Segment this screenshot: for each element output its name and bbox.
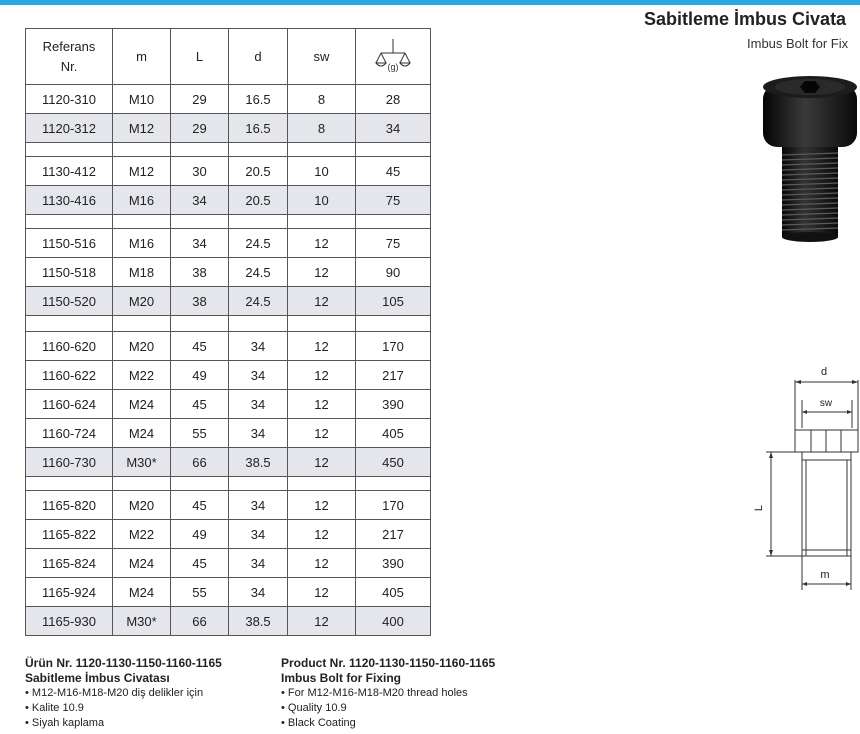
scale-icon: [373, 35, 413, 73]
notes-en-bullet: • Quality 10.9: [281, 702, 347, 714]
page-title: Sabitleme İmbus Civata: [644, 9, 847, 29]
cell-sw: 12: [288, 258, 356, 287]
cell-l: 66: [171, 607, 229, 636]
cell-m: M30*: [113, 448, 171, 477]
cell-ref: 1160-622: [26, 361, 113, 390]
cell-weight: 90: [356, 258, 431, 287]
cell-weight: 170: [356, 491, 431, 520]
cell-ref: 1130-412: [26, 157, 113, 186]
cell-l: 45: [171, 332, 229, 361]
cell-l: 66: [171, 448, 229, 477]
header-weight: [356, 29, 431, 85]
cell-d: 24.5: [229, 287, 288, 316]
cell-m: M20: [113, 332, 171, 361]
cell-weight: 217: [356, 520, 431, 549]
cell-d: 24.5: [229, 229, 288, 258]
table-row: [26, 287, 431, 316]
cell-m: M12: [113, 157, 171, 186]
cell-l: 34: [171, 229, 229, 258]
top-accent-bar: [0, 0, 860, 5]
cell-ref: 1165-924: [26, 578, 113, 607]
table-spacer-row: [26, 316, 431, 332]
cell-ref: 1165-822: [26, 520, 113, 549]
cell-weight: 405: [356, 419, 431, 448]
spec-table: [25, 28, 431, 636]
cell-m: M10: [113, 85, 171, 114]
notes-tr-product-no: Ürün Nr. 1120-1130-1150-1160-1165: [25, 656, 222, 670]
cell-weight: 400: [356, 607, 431, 636]
table-row: [26, 390, 431, 419]
page-subtitle: Imbus Bolt for Fix: [747, 36, 849, 51]
cell-sw: 8: [288, 85, 356, 114]
drawing-label-d: d: [820, 366, 828, 378]
table-row: [26, 607, 431, 636]
cell-weight: 217: [356, 361, 431, 390]
header-l: L: [171, 29, 229, 85]
cell-weight: 75: [356, 186, 431, 215]
cell-d: 34: [229, 549, 288, 578]
cell-ref: 1165-824: [26, 549, 113, 578]
table-row: [26, 85, 431, 114]
cell-d: 34: [229, 491, 288, 520]
cell-l: 38: [171, 287, 229, 316]
cell-d: 34: [229, 361, 288, 390]
cell-ref: 1160-730: [26, 448, 113, 477]
cell-sw: 8: [288, 114, 356, 143]
cell-ref: 1165-930: [26, 607, 113, 636]
table-row: [26, 520, 431, 549]
bolt-photo: [760, 75, 860, 245]
cell-sw: 12: [288, 607, 356, 636]
cell-weight: 405: [356, 578, 431, 607]
cell-weight: 450: [356, 448, 431, 477]
table-row: [26, 186, 431, 215]
cell-m: M18: [113, 258, 171, 287]
table-spacer-row: [26, 143, 431, 157]
cell-m: M16: [113, 186, 171, 215]
cell-m: M24: [113, 578, 171, 607]
cell-d: 34: [229, 390, 288, 419]
cell-sw: 12: [288, 520, 356, 549]
notes-en-name: Imbus Bolt for Fixing: [281, 671, 401, 685]
cell-d: 38.5: [229, 607, 288, 636]
cell-m: M30*: [113, 607, 171, 636]
cell-weight: 170: [356, 332, 431, 361]
cell-d: 34: [229, 332, 288, 361]
notes-tr-bullet: • M12-M16-M18-M20 diş delikler için: [25, 687, 204, 699]
header-sw: sw: [288, 29, 356, 85]
table-row: [26, 448, 431, 477]
cell-sw: 12: [288, 491, 356, 520]
cell-ref: 1150-516: [26, 229, 113, 258]
cell-m: M24: [113, 390, 171, 419]
table-row: [26, 157, 431, 186]
table-row: [26, 229, 431, 258]
cell-weight: 105: [356, 287, 431, 316]
cell-sw: 12: [288, 419, 356, 448]
notes-tr-name: Sabitleme İmbus Civatası: [25, 671, 170, 685]
cell-sw: 12: [288, 578, 356, 607]
cell-sw: 12: [288, 229, 356, 258]
cell-d: 24.5: [229, 258, 288, 287]
cell-m: M20: [113, 287, 171, 316]
cell-sw: 12: [288, 549, 356, 578]
table-row: [26, 491, 431, 520]
cell-l: 55: [171, 419, 229, 448]
notes-en-bullet: • Black Coating: [281, 717, 356, 729]
header-reference-line2: Nr.: [60, 58, 78, 74]
cell-l: 34: [171, 186, 229, 215]
notes-tr-bullet: • Siyah kaplama: [25, 717, 105, 729]
table-row: [26, 361, 431, 390]
cell-weight: 34: [356, 114, 431, 143]
cell-sw: 10: [288, 157, 356, 186]
cell-ref: 1160-724: [26, 419, 113, 448]
cell-ref: 1150-520: [26, 287, 113, 316]
table-row: [26, 258, 431, 287]
cell-weight: 75: [356, 229, 431, 258]
cell-m: M22: [113, 520, 171, 549]
cell-d: 16.5: [229, 114, 288, 143]
cell-weight: 45: [356, 157, 431, 186]
cell-l: 38: [171, 258, 229, 287]
drawing-label-sw: sw: [819, 398, 833, 409]
cell-weight: 390: [356, 390, 431, 419]
header-d: d: [229, 29, 288, 85]
header-m: m: [113, 29, 171, 85]
cell-d: 20.5: [229, 157, 288, 186]
cell-l: 45: [171, 549, 229, 578]
header-reference-line1: Referans: [42, 38, 96, 54]
cell-weight: 28: [356, 85, 431, 114]
cell-sw: 12: [288, 448, 356, 477]
cell-ref: 1150-518: [26, 258, 113, 287]
cell-m: M20: [113, 491, 171, 520]
cell-l: 49: [171, 520, 229, 549]
cell-l: 29: [171, 85, 229, 114]
cell-m: M12: [113, 114, 171, 143]
cell-ref: 1120-312: [26, 114, 113, 143]
cell-l: 55: [171, 578, 229, 607]
table-row: [26, 549, 431, 578]
cell-l: 45: [171, 390, 229, 419]
drawing-label-l: L: [753, 504, 765, 512]
table-row: [26, 114, 431, 143]
table-spacer-row: [26, 477, 431, 491]
cell-d: 16.5: [229, 85, 288, 114]
cell-d: 38.5: [229, 448, 288, 477]
notes-turkish: [25, 656, 222, 731]
cell-d: 34: [229, 578, 288, 607]
cell-weight: 390: [356, 549, 431, 578]
notes-en-bullet: • For M12-M16-M18-M20 thread holes: [281, 687, 468, 699]
header-reference: [26, 29, 113, 85]
cell-sw: 12: [288, 361, 356, 390]
table-row: [26, 332, 431, 361]
bolt-technical-drawing: [752, 360, 860, 592]
cell-m: M16: [113, 229, 171, 258]
table-spacer-row: [26, 215, 431, 229]
cell-sw: 12: [288, 287, 356, 316]
cell-m: M24: [113, 549, 171, 578]
cell-ref: 1160-624: [26, 390, 113, 419]
notes-en-product-no: Product Nr. 1120-1130-1150-1160-1165: [281, 656, 496, 670]
table-header-row: [26, 29, 431, 85]
table-row: [26, 578, 431, 607]
cell-sw: 12: [288, 390, 356, 419]
weight-unit-label: (g): [387, 61, 399, 72]
cell-l: 49: [171, 361, 229, 390]
cell-m: M22: [113, 361, 171, 390]
drawing-label-m: m: [820, 569, 830, 581]
cell-ref: 1165-820: [26, 491, 113, 520]
cell-l: 29: [171, 114, 229, 143]
cell-ref: 1160-620: [26, 332, 113, 361]
cell-l: 30: [171, 157, 229, 186]
cell-sw: 10: [288, 186, 356, 215]
notes-tr-bullet: • Kalite 10.9: [25, 702, 84, 714]
cell-l: 45: [171, 491, 229, 520]
cell-sw: 12: [288, 332, 356, 361]
cell-d: 20.5: [229, 186, 288, 215]
table-row: [26, 419, 431, 448]
cell-ref: 1120-310: [26, 85, 113, 114]
cell-d: 34: [229, 520, 288, 549]
cell-d: 34: [229, 419, 288, 448]
notes-english: [281, 656, 495, 731]
cell-m: M24: [113, 419, 171, 448]
cell-ref: 1130-416: [26, 186, 113, 215]
